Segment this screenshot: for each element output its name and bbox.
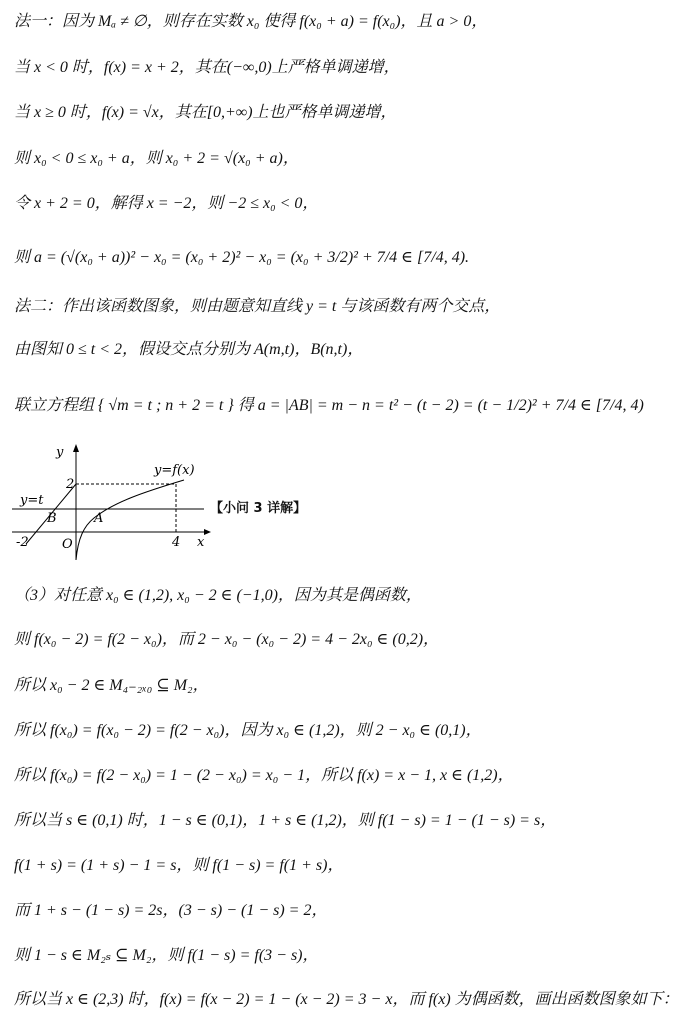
line-19: 所以当 x ∈ (2,3) 时，f(x) = f(x − 2) = 1 − (x − 2) = 3 − x，而 f(x) 为偶函数，画出函数图象如下： [14,991,679,1008]
line-13: 所以 f(x₀) = f(x₀ − 2) = f(2 − x₀)，因为 x₀ ∈ (1,2)，则 2 − x₀ ∈ (0,1)， [14,722,482,739]
label-neg2: -2 [16,535,29,550]
label-origin: O [62,537,73,552]
line-14: 所以 f(x₀) = f(2 − x₀) = 1 − (2 − x₀) = x₀ − 1，所以 f(x) = x − 1, x ∈ (1,2)， [14,767,514,784]
x-axis-arrow [204,529,211,535]
y-axis-arrow [73,444,79,452]
line-4: 则 x₀ < 0 ≤ x₀ + a，则 x₀ + 2 = √(x₀ + a)， [14,150,299,167]
function-graph [12,442,212,560]
line-5: 令 x + 2 = 0，解得 x = −2，则 −2 ≤ x₀ < 0， [14,195,319,212]
line-7: 法二：作出该函数图象，则由题意知直线 y = t 与该函数有两个交点， [14,298,501,315]
line-9: 联立方程组 { √m = t ; n + 2 = t } 得 a = |AB| = m − n = t² − (t − 2) = (t − 1/2)² + 7/4 ∈ [7/4, 4) [14,397,644,414]
line-12: 所以 x₀ − 2 ∈ M₄₋₂ₓ₀ ⊆ M₂， [14,677,209,694]
line-17: 而 1 + s − (1 − s) = 2s，(3 − s) − (1 − s) = 2， [14,902,328,919]
label-curve: y=f(x) [154,463,195,478]
label-a: A [94,511,104,526]
line-16: f(1 + s) = (1 + s) − 1 = s，则 f(1 − s) = f(1 + s)， [14,857,344,874]
line-11: 则 f(x₀ − 2) = f(2 − x₀)，而 2 − x₀ − (x₀ − 2) = 4 − 2x₀ ∈ (0,2)， [14,631,440,648]
label-2: 2 [66,477,75,492]
label-x: x [197,535,205,550]
line-6: 则 a = (√(x₀ + a))² − x₀ = (x₀ + 2)² − x₀ = (x₀ + 3/2)² + 7/4 ∈ [7/4, 4). [14,249,470,266]
line-1: 法一：因为 Mₐ ≠ ∅，则存在实数 x₀ 使得 f(x₀ + a) = f(x₀)，且 a > 0， [14,13,488,30]
label-line: y=t [20,493,44,508]
line-15: 所以当 s ∈ (0,1) 时，1 − s ∈ (0,1)，1 + s ∈ (1,2)，则 f(1 − s) = 1 − (1 − s) = s， [14,812,557,829]
line-8: 由图知 0 ≤ t < 2，假设交点分别为 A(m,t)，B(n,t)， [14,341,364,358]
label-b: B [47,511,57,526]
label-y: y [56,445,64,460]
line-3: 当 x ≥ 0 时，f(x) = √x，其在[0,+∞)上也严格单调递增， [14,104,397,121]
label-4: 4 [172,535,181,550]
line-18: 则 1 − s ∈ M₂ₛ ⊆ M₂，则 f(1 − s) = f(3 − s)， [14,947,319,964]
curve-sqrt [76,480,184,560]
line-10: （3）对任意 x₀ ∈ (1,2), x₀ − 2 ∈ (−1,0)，因为其是偶函数， [14,587,422,604]
subquestion-heading: 【小问 3 详解】 [210,501,307,516]
graph-svg [12,442,212,560]
line-2: 当 x < 0 时，f(x) = x + 2，其在(−∞,0)上严格单调递增， [14,59,400,76]
